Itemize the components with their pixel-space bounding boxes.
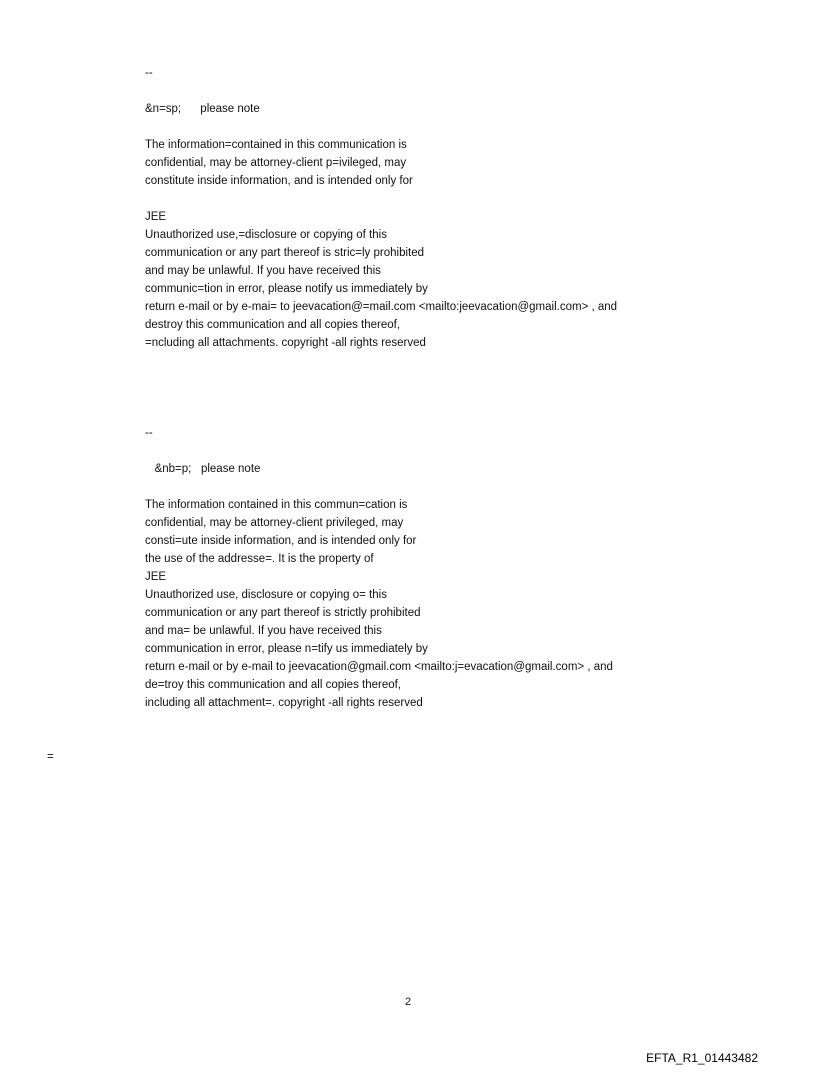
blank-line bbox=[145, 442, 613, 460]
disclaimer-line: communication in error, please n=tify us immediately by bbox=[145, 643, 428, 655]
please-note-line: &nb=p; please note bbox=[145, 463, 261, 475]
stray-equals-sign: = bbox=[47, 751, 54, 763]
disclaimer-line: including all attachment=. copyright -all rights reserved bbox=[145, 697, 423, 709]
disclaimer-line: de=troy this communication and all copies thereof, bbox=[145, 679, 402, 691]
email-disclaimer-block-1 bbox=[145, 64, 617, 352]
disclaimer-line: =ncluding all attachments. copyright -all rights reserved bbox=[145, 337, 426, 349]
page-number: 2 bbox=[404, 996, 412, 1008]
disclaimer-line: constitute inside information, and is intended only for bbox=[145, 175, 413, 187]
email-disclaimer-block-2 bbox=[145, 424, 613, 712]
disclaimer-line-email: return e-mail or by e-mail to jeevacation@gmail.com <mailto:j=evacation@gmail.com> , and bbox=[145, 661, 613, 673]
disclaimer-line-email: return e-mail or by e-mai= to jeevacation@=mail.com <mailto:jeevacation@gmail.com> , and bbox=[145, 301, 618, 313]
disclaimer-line: and may be unlawful. If you have received this bbox=[145, 265, 381, 277]
disclaimer-line: and ma= be unlawful. If you have received this bbox=[145, 625, 382, 637]
blank-line bbox=[145, 118, 617, 136]
disclaimer-line: destroy this communication and all copies thereof, bbox=[145, 319, 401, 331]
disclaimer-line: the use of the addresse=. It is the property of bbox=[145, 553, 374, 565]
blank-line bbox=[145, 190, 617, 208]
disclaimer-line: Unauthorized use, disclosure or copying o= this bbox=[145, 589, 387, 601]
blank-line bbox=[145, 478, 613, 496]
disclaimer-line: consti=ute inside information, and is intended only for bbox=[145, 535, 417, 547]
disclaimer-line: Unauthorized use,=disclosure or copying of this bbox=[145, 229, 387, 241]
disclaimer-line: The information=contained in this communication is bbox=[145, 139, 407, 151]
disclaimer-line: JEE bbox=[145, 571, 167, 583]
disclaimer-line: communic=tion in error, please notify us immediately by bbox=[145, 283, 428, 295]
separator-dashes: -- bbox=[145, 67, 153, 79]
please-note-line: &n=sp; please note bbox=[145, 103, 260, 115]
blank-line bbox=[145, 82, 617, 100]
disclaimer-line: The information contained in this commun=cation is bbox=[145, 499, 408, 511]
disclaimer-line: confidential, may be attorney-client p=ivileged, may bbox=[145, 157, 407, 169]
disclaimer-line: communication or any part thereof is strictly prohibited bbox=[145, 607, 421, 619]
disclaimer-line: confidential, may be attorney-client privileged, may bbox=[145, 517, 404, 529]
disclaimer-line: communication or any part thereof is stric=ly prohibited bbox=[145, 247, 425, 259]
separator-dashes: -- bbox=[145, 427, 153, 439]
disclaimer-line: JEE bbox=[145, 211, 167, 223]
bates-number: EFTA_R1_01443482 bbox=[646, 1051, 758, 1065]
